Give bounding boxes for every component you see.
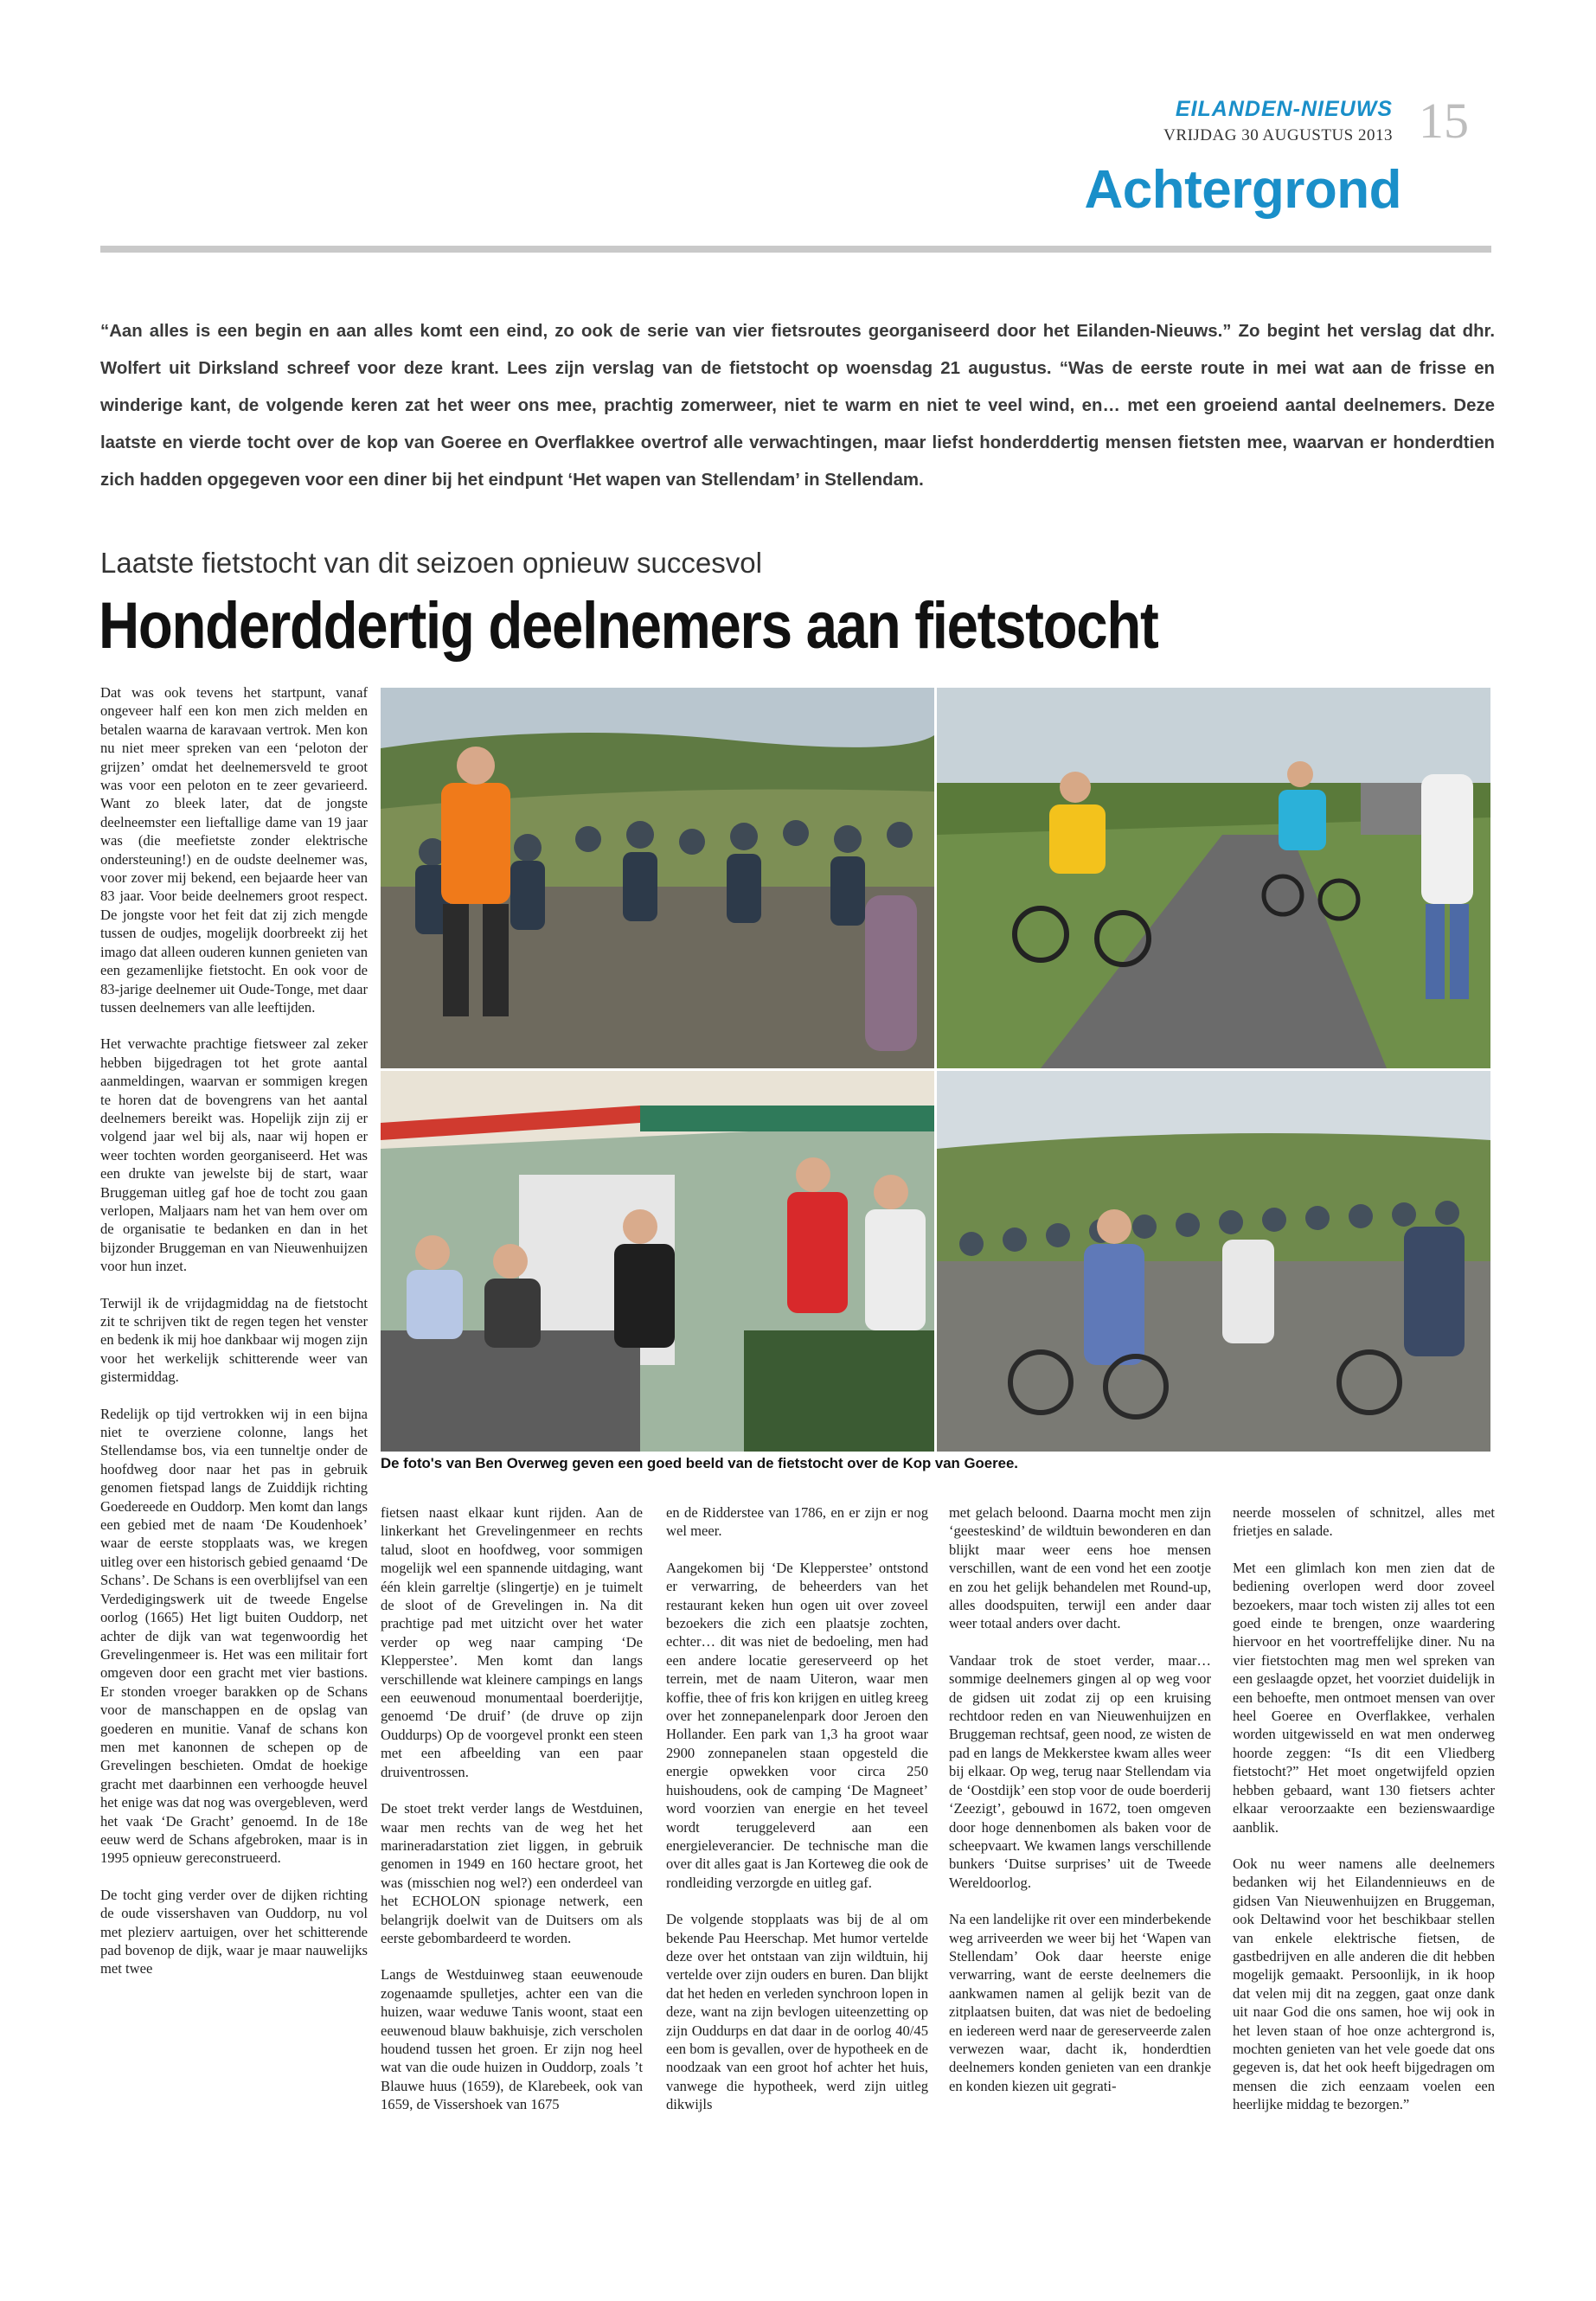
photo-start-speech-image [381,688,934,1068]
article-intro: “Aan alles is een begin en aan alles komt een eind, zo ook de serie van vier fietsroutes georganiseerd door het Eilanden-Nieuws.” Zo begint het verslag dat dhr. Wolfert uit Dirksland schreef voor deze krant. Lees zijn verslag van de fietstocht op woensdag 21 augustus. “Was de eerste route in mei wat aan de frisse en winderige kant, de volgende keren zat het weer ons mee, prachtig zomerweer, niet te warm en niet te veel wind, en… met een groeiend aantal deelnemers. Deze laatste en vierde tocht over de kop van Goeree en Overflakkee overtrof alle verwachtingen, maar liefst honderddertig mensen fietsten mee, waarvan er honderdtien zich hadden opgegeven voor een diner bij het eindpunt ‘Het wapen van Stellendam’ in Stellendam. [100,322,1495,490]
article-kicker: Laatste fietstocht van dit seizoen opnieuw succesvol [100,547,762,579]
photo-group-gathering-image [937,1071,1490,1452]
photo-registration-terrace-image [381,1071,934,1452]
paragraph: Terwijl ik de vrijdagmiddag na de fietstocht zit te schrijven tikt de regen tegen het venster en bedenk ik mij hoe dankbaar wij mogen zijn voor het werkelijk schitterende weer van gistermiddag. [100,1294,368,1386]
article-column-4 [949,1503,1211,2113]
paragraph: Vandaar trok de stoet verder, maar… sommige deelnemers gingen al op weg voor de gidsen uit zodat zij op een kruising rechtdoor reden en van Nieuwenhuijzen en Bruggeman rechtsaf, geen nood, ze wisten de pad en langs de Mekkerstee kwam alles weer bij elkaar. Op weg, terug naar Stellendam via de ‘Oostdijk’ een stop voor de oude boerderij ‘Zeezigt’, gebouwd in 1672, toen omgeven door hoge dennenbomen als baken voor de scheepvaart. We kwamen langs verschillende bunkers ‘Duitse surprises’ uit de Tweede Wereldoorlog. [949,1651,1211,1891]
newspaper-logo: EILANDEN-NIEUWS [1175,97,1393,121]
paragraph: neerde mosselen of schnitzel, alles met frietjes en salade. [1233,1504,1495,1540]
paragraph: De tocht ging verder over de dijken richting de oude vissershaven van Ouddorp, nu vol met plezierv aartuigen, over het schitterende pad bovenop de dijk, waar je maar nauwelijks met twee [100,1886,368,1977]
article-headline: Honderddertig deelnemers aan fietstocht [99,589,1158,663]
photo-group-gathering [937,1071,1490,1452]
paragraph: De stoet trekt verder langs de Westduinen, waar men rechts van de weg het het marineradarstation ziet liggen, in gebruik genomen in 1949 en 160 hectare groot, het was (misschien nog wel?) een onderdeel van het ECHOLON spionage netwerk, een belangrijk doelwit van de Duitsers om als eerste gebombardeerd te worden. [381,1800,643,1946]
photo-cyclists-path [937,688,1490,1068]
paragraph: fietsen naast elkaar kunt rijden. Aan de linkerkant het Grevelingenmeer en rechts talud, sloot en hoofdweg, voor sommigen mogelijk wel een spannende uitdaging, want één klein garreltje (slingertje) en je tuimelt de sloot of de Grevelingen in. Na dit prachtige pad met uitzicht over het water verder op weg naar camping ‘De Klepperstee’. Men komt dan langs verschillende wat kleinere campings en langs een eeuwenoud monumentaal boerderijtje, genoemd ‘De druif’ (de druve op zijn Ouddurps) Op de voorgevel pronkt een steen met een afbeelding van een paar druiventrossen. [381,1504,643,1780]
paragraph: Dat was ook tevens het startpunt, vanaf ongeveer half een kon men zich melden en betalen waarna de karavaan vertrok. Men kon nu niet meer spreken van een ‘peloton der grijzen’ omdat het deelnemersveld te groot was voor een peloton en te zeer gevarieerd. Want zo bleek later, dat de jongste deelneemster een lieftallige dame van 19 jaar was (die meefietste zonder elektrische ondersteuning!) en de oudste deelnemer was, voor zover mij bekend, een bejaarde heer van 83 jaar. Voor beide deelnemers groot respect. De jongste voor het feit dat zij zich mengde tussen de oudjes, mogelijk doorbreekt zij het imago dat alleen ouderen kunnen genieten van een gezamenlijke fietstocht. En ook voor de 83-jarige deelnemer uit Oude-Tonge, met daar tussen deelnemers van alle leeftijden. [100,684,368,1016]
paragraph: Het verwachte prachtige fietsweer zal zeker hebben bijgedragen tot het grote aantal aanmeldingen, waarvan er sommigen kregen te horen dat de bovengrens van het aantal deelnemers bereikt was. Hopelijk zijn zij er volgend jaar wel bij als, naar wij hopen er weer tochten worden georganiseerd. Het was een drukte van jewelste bij de start, waar Bruggeman uitleg gaf hoe de tocht zou gaan verlopen, Maljaars nam het van hem over om de organisatie te bedanken en dan in het bijzonder Bruggeman en van Nieuwenhuijzen voor hun inzet. [100,1035,368,1275]
article-column-1 [100,683,368,1997]
paragraph: De volgende stopplaats was bij de al om bekende Pau Heerschap. Met humor vertelde deze over het ontstaan van zijn wildtuin, hij vertelde over zijn ouders en buren. Dan blijkt dat het heden en verleden synchroon lopen in deze, want na zijn bevlogen uiteenzetting op zijn Ouddurps en dat daar in de oorlog 40/45 een bom is gevallen, over de hypotheek en de noodzaak van een groot hof achter het huis, vanwege die hypotheek, werd zijn uitleg dikwijls [666,1911,928,2113]
page-number: 15 [1419,93,1469,149]
header-rule [100,246,1491,253]
issue-date: VRIJDAG 30 AUGUSTUS 2013 [1163,126,1393,144]
paragraph: Ook nu weer namens alle deelnemers bedanken wij het Eilandennieuws en de gidsen Van Nieuwenhuijzen en Bruggeman, ook Deltawind voor het beschikbaar stellen van enkele elektrische fietsen, de gastbedrijven en alle anderen die dit hebben mogelijk gemaakt. Persoonlijk, in ik hoop dat velen mij dit na zeggen, gaat onze dank uit naar God die ons samen, hoe wij ook in het leven staan of hoe onze achtergrond is, mochten genieten van het vele goede dat ons gegeven is, dat het ook heeft bijgedragen om mensen die zich eenzaam voelen een heerlijke middag te bezorgen.” [1233,1855,1495,2113]
photo-registration-terrace [381,1071,934,1452]
paragraph: Redelijk op tijd vertrokken wij in een bijna niet te overziene colonne, langs het Stellendamse bos, via een tunneltje onder de hoofdweg door naar het pas in gebruik genomen fietspad langs de Zuiddijk richting Goedereede en Ouddorp. Men komt dan langs een gebied met de naam ‘De Koudenhoek’ waar de eerste stopplaats was, we kregen uitleg over een historisch gebied genaamd ‘De Schans’. De Schans is een overblijfsel van een Verdedigingswerk uit de tweede Engelse oorlog (1665) Het ligt buiten Ouddorp, net achter de dijk van wat tegenwoordig het Grevelingenmeer is. Het was een militair fort omgeven door een gracht met vier bastions. Er stonden vroeger barakken op de Schans voor de manschappen en de opslag van goederen en munitie. Vanaf de schans kon men met kanonnen de schepen op de Grevelingen beschieten. Omdat de hoekige gracht met daarbinnen een verhoogde heuvel het enige was dat nog was overgebleven, werd het vaak ‘De Gracht’ genoemd. In de 18e eeuw werd de Schans afgebroken, maar is in 1995 opnieuw gereconstrueerd. [100,1405,368,1867]
paragraph: Aangekomen bij ‘De Klepperstee’ ontstond er verwarring, de beheerders van het restaurant keken hun ogen uit over zoveel bezoekers die zich een plaatsje zochten, echter… dit was niet de bedoeling, men had een andere locatie gereserveerd op het terrein, met de naam Uiteron, waar men koffie, thee of fris kon krijgen en uitleg kreeg over het zonnepanelenpark door Jeroen den Hollander. Een park van 1,3 ha groot waar 2900 zonnepanelen staan opgesteld die energie opwekken voor circa 250 huishoudens, ook de camping ‘De Magneet’ word voorzien van energie en het teveel wordt teruggeleverd aan een energieleverancier. De technische man die over dit alles gaat is Jan Korteweg die ook de rondleiding verzorgde en uitleg gaf. [666,1559,928,1891]
paragraph: en de Ridderstee van 1786, en er zijn er nog wel meer. [666,1504,928,1540]
paragraph: Met een glimlach kon men zien dat de bediening overlopen werd door zoveel bezoekers, maar toch wisten zij alles tot een goed einde te brengen, onze waardering hiervoor en het voortreffelijke diner. Nu na vier fietstochten mag men wel spreken van een geslaagde opzet, het voorziet duidelijk in een behoefte, men ontmoet mensen van over heel Goeree en Overflakkee, verhalen worden uitgewisseld en wat men onderweg hoorde zeggen: “Is dit een Vliedberg fietstocht?” Het moet ongetwijfeld opzien hebben gebaard, want 130 fietsers achter elkaar veroorzaakte een bezienswaardige aanblik. [1233,1559,1495,1836]
article-column-3 [666,1503,928,2132]
section-title: Achtergrond [1084,160,1401,220]
article-column-5 [1233,1503,1495,2132]
paragraph: Na een landelijke rit over een minderbekende weg arriveerden we weer bij het ‘Wapen van Stellendam’ Ook daar heerste enige verwarring, want de eerste deelnemers die aankwamen namen al gelijk bezit van de zitplaatsen buiten, dat was niet de bedoeling en iedereen werd naar de gereserveerde zalen verwezen waar, dacht ik, honderdtien deelnemers konden genieten van een drankje en konden kiezen uit gegrati- [949,1911,1211,2094]
photo-cyclists-path-image [937,688,1490,1068]
article-column-2 [381,1503,643,2132]
photo-start-speech [381,688,934,1068]
paragraph: met gelach beloond. Daarna mocht men zijn ‘geesteskind’ de wildtuin bewonderen en dan blijkt maar weer eens hoe mensen verschillen, want de een vond het een zootje en zou het gelijk behandelen met Round-up, alles doodspuiten, terwijl een ander daar weer totaal anders over dacht. [949,1504,1211,1632]
photo-caption: De foto's van Ben Overweg geven een goed beeld van de fietstocht over de Kop van Goeree. [381,1455,1018,1471]
paragraph: Langs de Westduinweg staan eeuwenoude zogenaamde spulletjes, achter een van die huizen, waar weduwe Tanis woont, staat een eeuwenoud blauw bakhuisje, zich verscholen houdend tussen het groen. Er zijn nog heel wat van die oude huizen in Ouddorp, zoals ’t Blauwe huus (1659), de Klarebeek, ook van 1659, de Vissershoek van 1675 [381,1966,643,2113]
